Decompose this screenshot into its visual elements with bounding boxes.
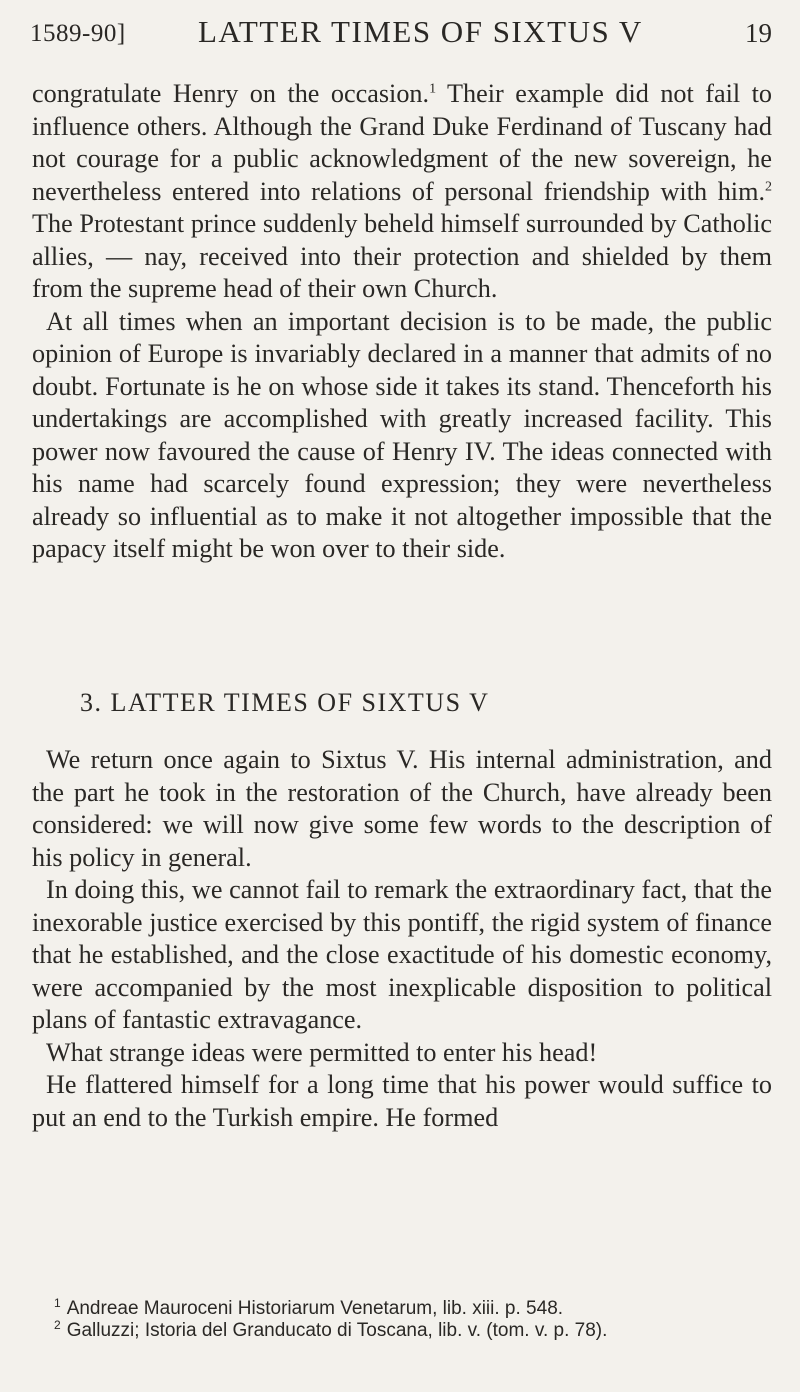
paragraph <box>32 78 772 306</box>
footnote-reference: 2 <box>765 178 772 194</box>
footnote-text: Andreae Mauroceni Historiarum Venetarum, lib. xiii. p. 548. <box>66 1298 564 1319</box>
body-text-part1 <box>32 78 772 566</box>
paragraph: We return once again to Sixtus V. His internal administration, and the part he took in the restoration of the Church, have already been considered: we will now give some few words to the description of his policy in general. <box>32 745 772 872</box>
paragraph-text: congratulate Henry on the occasion. <box>32 79 430 108</box>
footnote <box>32 1317 772 1342</box>
paragraph: In doing this, we cannot fail to remark the extraordinary fact, that the inexorable justice exercised by this pontiff, the rigid system of finance that he established, and the close exactitude of his domestic economy, were accompanied by the most inexplicable disposition to political plans of fantastic extravagance. <box>32 875 772 1034</box>
running-head <box>30 6 772 50</box>
paragraph: At all times when an important decision is to be made, the public opinion of Europe is invariably declared in a manner that admits of no doubt. Fortunate is he on whose side it takes its stand. Thenceforth his undertakings are accomplished with greatly increased facility. This power now favoured the cause of Henry IV. The ideas connected with his name had scarcely found expression; they were nevertheless already so influential as to make it not altogether impossible that the papacy itself might be won over to their side. <box>32 306 772 563</box>
running-head-title: LATTER TIMES OF SIXTUS V <box>198 14 643 49</box>
paragraph: He flattered himself for a long time that his power would suffice to put an end to the Turkish empire. He formed <box>32 1070 772 1132</box>
footnote-text: Galluzzi; Istoria del Granducato di Toscana, lib. v. (tom. v. p. 78). <box>66 1320 608 1341</box>
body-text-part2 <box>32 744 772 1134</box>
page-number: 19 <box>745 18 772 48</box>
footnote <box>32 1295 772 1320</box>
footnote-mark: 1 <box>54 1295 61 1310</box>
section-heading: 3. LATTER TIMES OF SIXTUS V <box>80 688 490 717</box>
paragraph-text: The Protestant prince suddenly beheld himself surrounded by Catholic allies, — nay, received into their protection and shielded by them from the supreme head of their own Church. <box>32 209 772 303</box>
footnote-reference: 1 <box>429 81 437 97</box>
paragraph-text: Their example did not fail to influence others. Although the Grand Duke Ferdinand of Tuscany had not courage for a public acknowledgment of the new sovereign, he nevertheless entered into relations of personal friendship with him. <box>32 79 772 206</box>
footnote-mark: 2 <box>54 1317 61 1332</box>
footnotes <box>32 1295 772 1342</box>
running-head-years: 1589-90] <box>30 20 126 47</box>
paragraph: What strange ideas were permitted to enter his head! <box>46 1037 598 1067</box>
